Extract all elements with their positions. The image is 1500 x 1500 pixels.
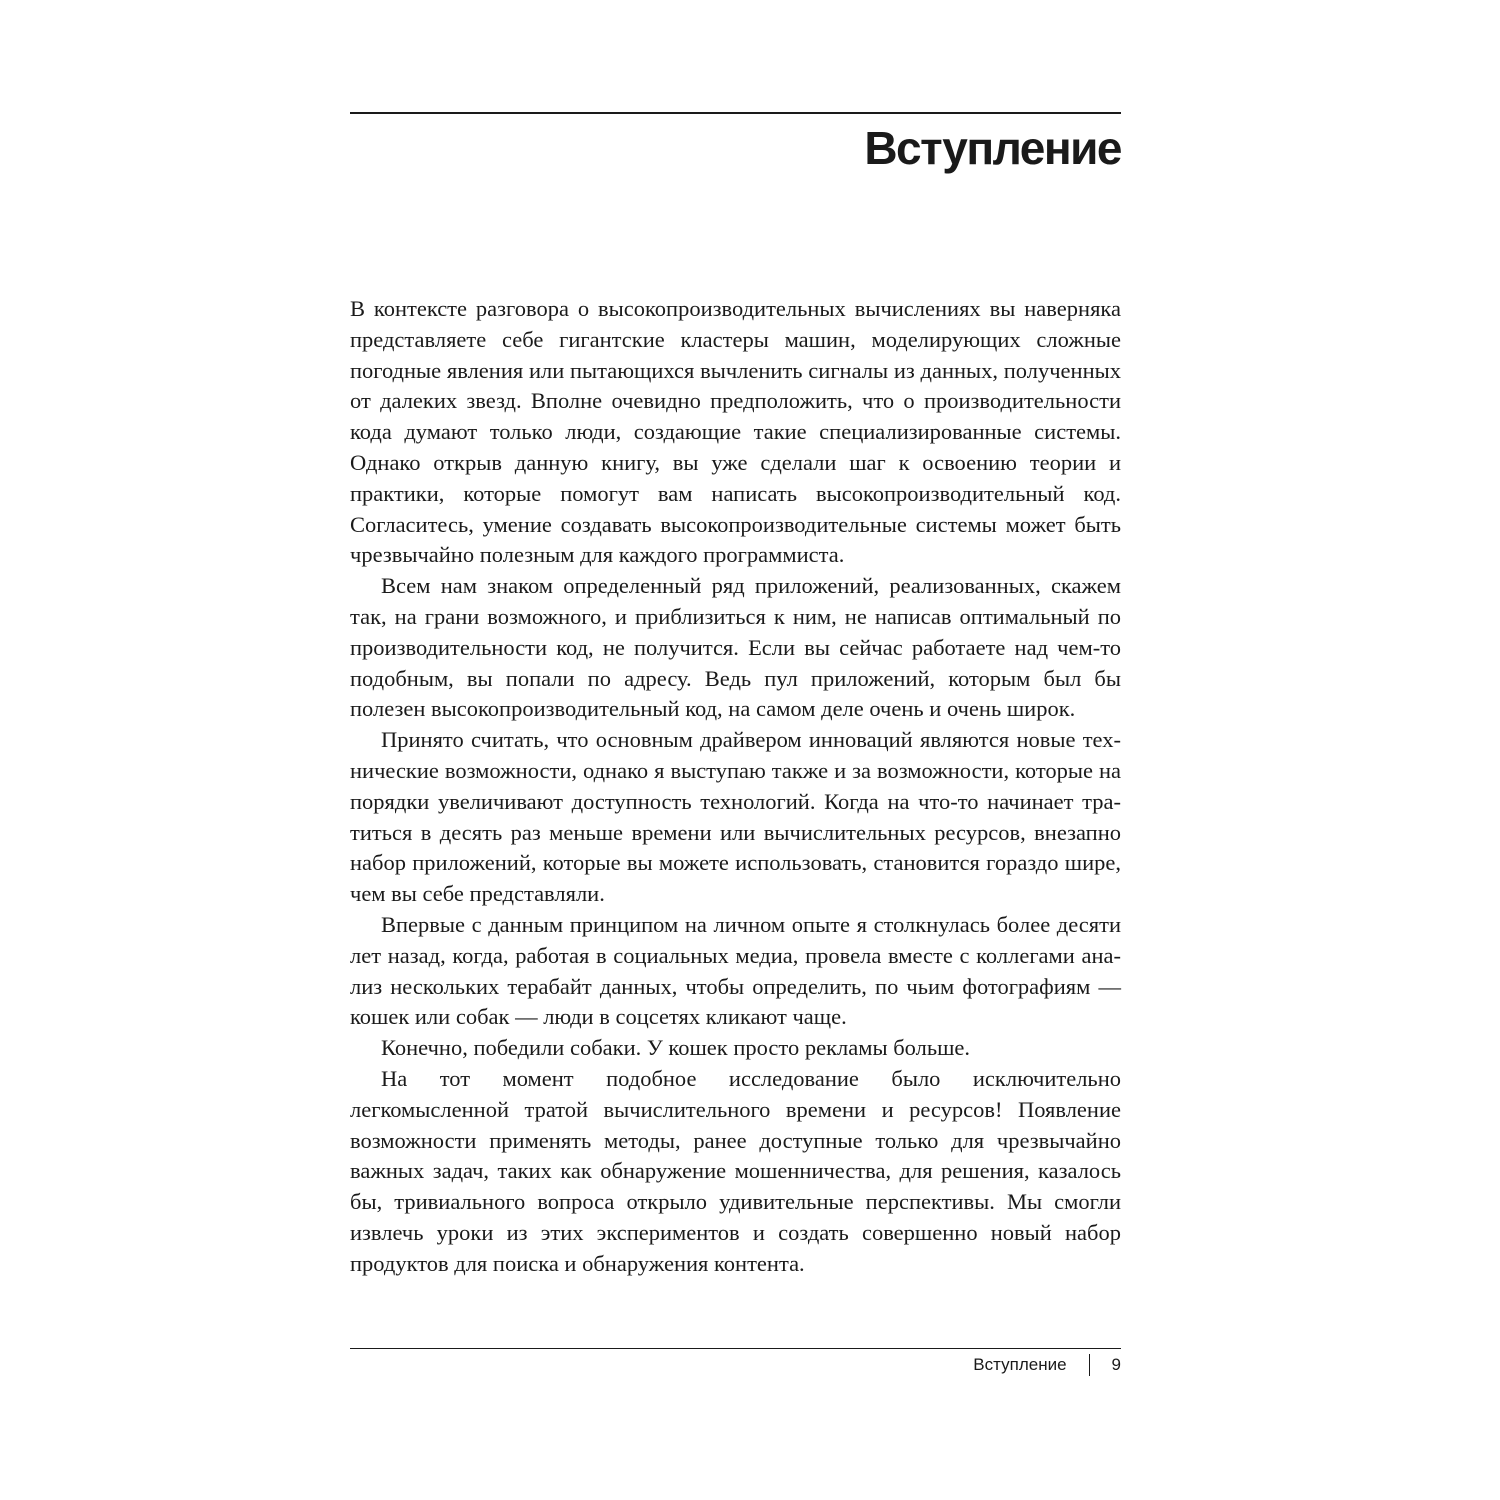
paragraph-5: Конечно, победили собаки. У кошек просто рекламы больше. <box>381 1035 971 1061</box>
paragraph-2: Всем нам знаком определенный ряд приложений, реализованных, скажем так, на грани возможного, и приблизиться к ним, не написав оптимальный по производительности код, не получится. Если вы сейчас работаете над чем-то подобным, вы попали по адресу. Ведь пул приложений, которым был бы полезен высокопроизводительный код, на самом деле очень и очень широк. <box>350 573 1121 722</box>
header-rule <box>350 112 1121 114</box>
chapter-title: Вступление <box>864 122 1121 174</box>
footer-separator <box>1089 1354 1090 1376</box>
paragraph-4: Впервые с данным принципом на личном опыте я столкнулась более десяти лет назад, когда, работая в социальных медиа, провела вместе с коллегами анализ нескольких терабайт данных, чтобы определить, по чьим фотографиям — кошек или собак — люди в соцсетях кликают чаще. <box>350 911 1121 1030</box>
body-text <box>350 294 1121 1280</box>
running-footer <box>973 1354 1121 1376</box>
paragraph-6: На тот момент подобное исследование было исключительно легкомысленной тратой вычислительного времени и ресурсов! Появление возможности применять методы, ранее доступные только для чрезвычайно важных задач, таких как обнаружение мошенничества, для решения, казалось бы, тривиального вопроса открыло удивительные перспективы. Мы смогли извлечь уроки из этих экспериментов и создать совершенно новый набор продуктов для поиска и обнаружения контента. <box>350 1065 1121 1276</box>
footer-section-title: Вступление <box>973 1355 1067 1374</box>
paragraph-1: В контексте разговора о высокопроизводительных вычислениях вы наверняка представляете себе гигантские кластеры машин, моделирующих сложные погодные явления или пытающихся вычленить сигналы из данных, полученных от далеких звезд. Вполне очевидно предположить, что о производительности кода думают только люди, создающие такие специализированные системы. Однако открыв данную книгу, вы уже сделали шаг к освоению теории и практики, которые помогут вам написать высокопроизводительный код. Согласитесь, умение создавать высокопроизводительные системы может быть чрезвычайно полезным для каждого программиста. <box>350 296 1121 568</box>
footer-rule <box>350 1348 1121 1349</box>
page-number: 9 <box>1111 1355 1121 1374</box>
paragraph-3: Принято считать, что основным драйвером инноваций являются новые технические возможности, однако я выступаю также и за возможности, которые на порядки увеличивают доступность технологий. Когда на что-то начинает тратиться в десять раз меньше времени или вычислительных ресурсов, внезапно набор приложений, которые вы можете использовать, становится гораздо шире, чем вы себе представляли. <box>350 727 1121 907</box>
